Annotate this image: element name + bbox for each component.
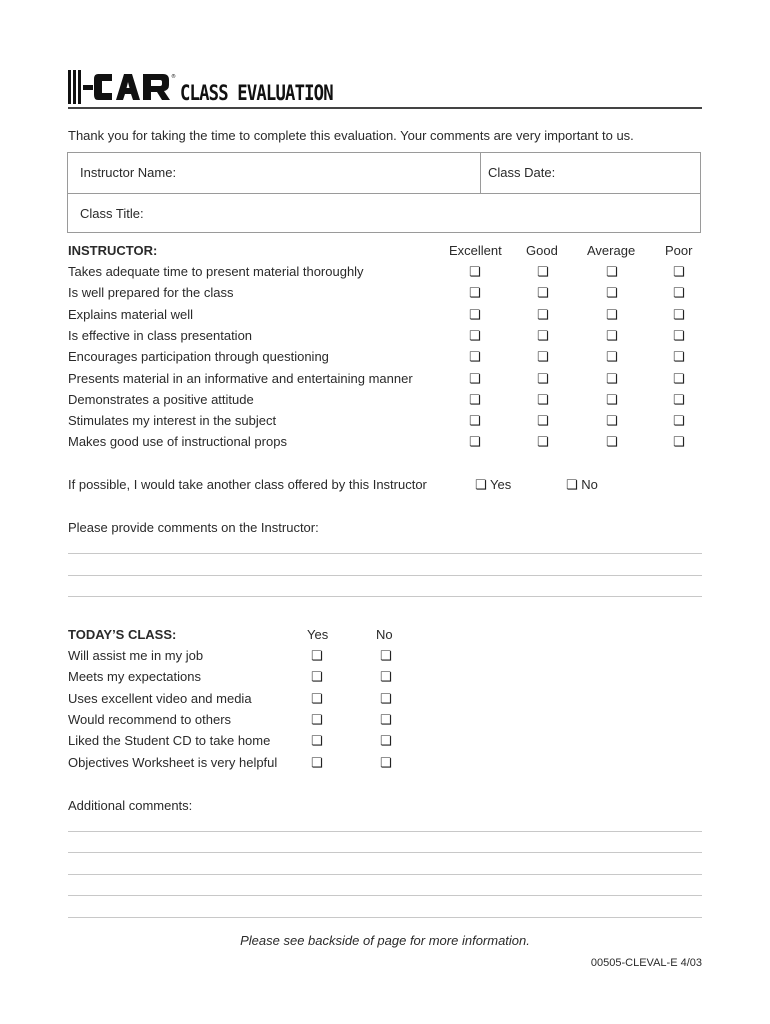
todays-class-item-label: Uses excellent video and media: [68, 690, 252, 706]
rating-checkbox-good[interactable]: ❏: [537, 306, 549, 322]
no-label: No: [581, 477, 598, 492]
instructor-item-label: Presents material in an informative and entertaining manner: [68, 370, 413, 386]
rating-checkbox-good[interactable]: ❏: [537, 327, 549, 343]
instructor-name-field[interactable]: Instructor Name:: [80, 165, 177, 180]
class-checkbox-yes[interactable]: ❏: [311, 733, 323, 749]
column-good: Good: [526, 243, 558, 258]
rating-checkbox-average[interactable]: ❏: [606, 306, 618, 322]
another-class-question: If possible, I would take another class offered by this Instructor: [68, 477, 427, 492]
rating-checkbox-excellent[interactable]: ❏: [469, 306, 481, 322]
class-checkbox-no[interactable]: ❏: [380, 711, 392, 727]
class-title-field[interactable]: Class Title:: [80, 206, 144, 221]
rating-checkbox-excellent[interactable]: ❏: [469, 285, 481, 301]
class-checkbox-no[interactable]: ❏: [380, 690, 392, 706]
rating-checkbox-excellent[interactable]: ❏: [469, 349, 481, 365]
instructor-item-label: Encourages participation through questioning: [68, 349, 329, 365]
todays-class-item-label: Liked the Student CD to take home: [68, 733, 271, 749]
another-class-yes[interactable]: [475, 477, 511, 493]
logo: [68, 70, 366, 104]
rating-checkbox-poor[interactable]: ❏: [673, 434, 685, 450]
rating-checkbox-average[interactable]: ❏: [606, 285, 618, 301]
rating-checkbox-average[interactable]: ❏: [606, 434, 618, 450]
rating-checkbox-good[interactable]: ❏: [537, 391, 549, 407]
instructor-heading: INSTRUCTOR:: [68, 243, 158, 258]
class-info-box: [67, 152, 701, 233]
rating-checkbox-good[interactable]: ❏: [537, 413, 549, 429]
rating-checkbox-good[interactable]: ❏: [537, 370, 549, 386]
rating-checkbox-average[interactable]: ❏: [606, 391, 618, 407]
rating-checkbox-excellent[interactable]: ❏: [469, 370, 481, 386]
rating-checkbox-poor[interactable]: ❏: [673, 370, 685, 386]
intro-text: Thank you for taking the time to complete this evaluation. Your comments are very important to us.: [68, 128, 634, 143]
rating-checkbox-excellent[interactable]: ❏: [469, 434, 481, 450]
class-checkbox-no[interactable]: ❏: [380, 754, 392, 770]
rating-checkbox-poor[interactable]: ❏: [673, 264, 685, 279]
rating-checkbox-poor[interactable]: ❏: [673, 413, 685, 429]
instructor-item-label: Takes adequate time to present material thoroughly: [68, 264, 364, 279]
yes-label: Yes: [490, 477, 512, 492]
rating-checkbox-poor[interactable]: ❏: [673, 306, 685, 322]
additional-comments-label: Additional comments:: [68, 798, 193, 813]
todays-class-item-label: Will assist me in my job: [68, 648, 204, 663]
class-checkbox-no[interactable]: ❏: [380, 733, 392, 749]
class-checkbox-yes[interactable]: ❏: [311, 669, 323, 685]
todays-class-heading: TODAY’S CLASS:: [68, 627, 177, 642]
class-checkbox-no[interactable]: ❏: [380, 669, 392, 685]
rating-checkbox-poor[interactable]: ❏: [673, 349, 685, 365]
header-divider: [68, 107, 702, 109]
comment-line[interactable]: [68, 575, 702, 576]
class-date-field[interactable]: Class Date:: [488, 165, 556, 180]
comment-line[interactable]: [68, 596, 702, 597]
rating-checkbox-average[interactable]: ❏: [606, 413, 618, 429]
class-checkbox-yes[interactable]: ❏: [311, 754, 323, 770]
rating-checkbox-average[interactable]: ❏: [606, 370, 618, 386]
rating-checkbox-excellent[interactable]: ❏: [469, 327, 481, 343]
column-yes: Yes: [307, 627, 329, 642]
comment-line[interactable]: [68, 831, 702, 832]
comment-line[interactable]: [68, 852, 702, 853]
comment-line[interactable]: [68, 874, 702, 875]
comment-line[interactable]: [68, 895, 702, 896]
checkbox-icon[interactable]: ❏: [475, 477, 487, 492]
class-checkbox-yes[interactable]: ❏: [311, 648, 323, 663]
rating-checkbox-average[interactable]: ❏: [606, 349, 618, 365]
column-average: Average: [587, 243, 636, 258]
another-class-no[interactable]: [566, 477, 598, 493]
instructor-item-label: Is well prepared for the class: [68, 285, 234, 301]
icar-logo-icon: [68, 70, 176, 104]
rating-checkbox-average[interactable]: ❏: [606, 327, 618, 343]
rating-checkbox-excellent[interactable]: ❏: [469, 391, 481, 407]
column-excellent: Excellent: [449, 243, 502, 258]
rating-checkbox-good[interactable]: ❏: [537, 264, 549, 279]
rating-checkbox-poor[interactable]: ❏: [673, 285, 685, 301]
instructor-item-label: Stimulates my interest in the subject: [68, 413, 277, 429]
instructor-item-label: Makes good use of instructional props: [68, 434, 287, 450]
class-checkbox-yes[interactable]: ❏: [311, 711, 323, 727]
instructor-comments-label: Please provide comments on the Instructor:: [68, 520, 319, 535]
rating-checkbox-excellent[interactable]: ❏: [469, 264, 481, 279]
class-checkbox-no[interactable]: ❏: [380, 648, 392, 663]
form-code: 00505-CLEVAL-E 4/03: [590, 957, 702, 969]
todays-class-item-label: Meets my expectations: [68, 669, 201, 685]
checkbox-icon[interactable]: ❏: [566, 477, 578, 492]
rating-checkbox-excellent[interactable]: ❏: [469, 413, 481, 429]
class-checkbox-yes[interactable]: ❏: [311, 690, 323, 706]
footer-note: Please see backside of page for more information.: [240, 933, 530, 948]
instructor-item-label: Explains material well: [68, 306, 193, 322]
rating-checkbox-poor[interactable]: ❏: [673, 327, 685, 343]
todays-class-item-label: Objectives Worksheet is very helpful: [68, 754, 278, 770]
rating-checkbox-good[interactable]: ❏: [537, 434, 549, 450]
rating-checkbox-poor[interactable]: ❏: [673, 391, 685, 407]
instructor-item-label: Demonstrates a positive attitude: [68, 391, 254, 407]
column-no: No: [376, 627, 393, 642]
svg-text:®: ®: [171, 74, 176, 80]
instructor-item-label: Is effective in class presentation: [68, 327, 253, 343]
rating-checkbox-average[interactable]: ❏: [606, 264, 618, 279]
todays-class-item-label: Would recommend to others: [68, 711, 232, 727]
comment-line[interactable]: [68, 917, 702, 918]
info-divider: [480, 153, 481, 193]
column-poor: Poor: [665, 243, 693, 258]
page-title: CLASS EVALUATION: [180, 81, 333, 105]
comment-line[interactable]: [68, 553, 702, 554]
rating-checkbox-good[interactable]: ❏: [537, 285, 549, 301]
rating-checkbox-good[interactable]: ❏: [537, 349, 549, 365]
